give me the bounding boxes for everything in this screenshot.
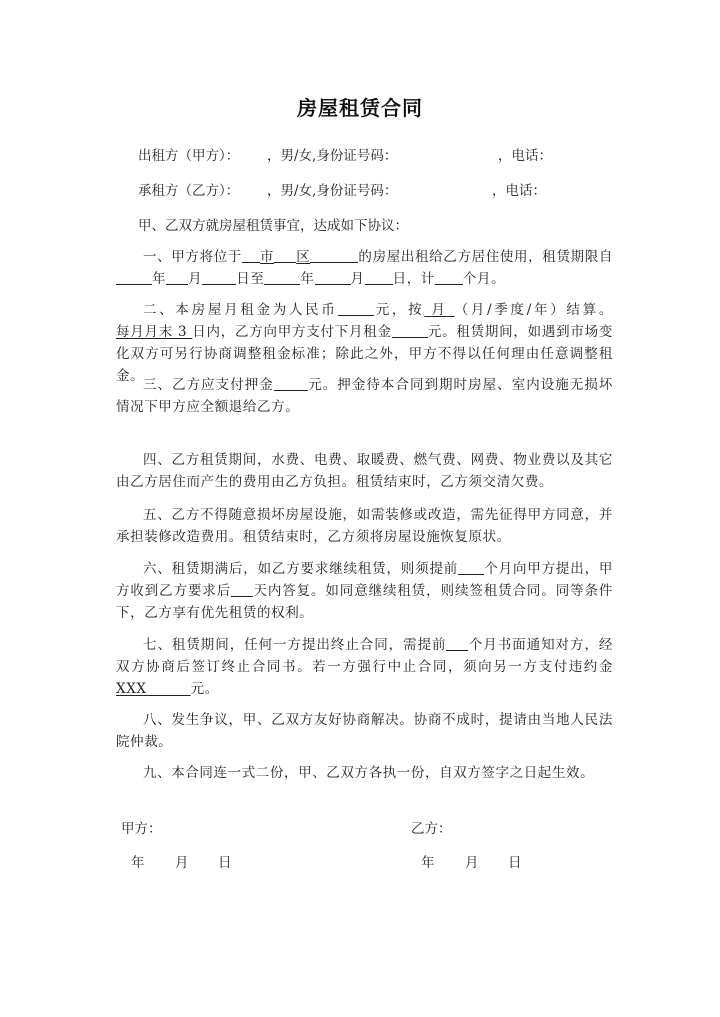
month-label: 月 <box>350 271 365 287</box>
party-b-date-year: 年 <box>421 855 435 871</box>
end-year-blank <box>264 270 300 285</box>
clause-6 <box>116 558 613 624</box>
monthly-rent-blank <box>338 301 374 316</box>
reply-days-blank <box>231 582 253 597</box>
clause-5: 五、乙方不得随意损坏房屋设施，如需装修或改造，需先征得甲方同意，并承担装修改造费用。租赁结束时，乙方须将房屋设施恢复原状。 <box>116 507 613 545</box>
party-b-date-month: 月 <box>465 855 479 871</box>
start-month-blank <box>166 270 188 285</box>
penalty-amount-value: XXX <box>116 681 147 697</box>
total-label: 日，计 <box>392 271 435 287</box>
clause-2-text: 元。租赁期间，如遇到市场变化双方可另行协商调整租金标准；除此之外，甲方不得以任何理由任意调整租金。 <box>116 324 613 384</box>
intro-text: 甲、乙双方就房屋租赁事宜，达成如下协议： <box>138 218 408 234</box>
clause-7-text: 个月书面通知对方，经双方协商后签订终止合同书。若一方强行中止合同，须向另一方支付违约金 <box>116 637 613 675</box>
lessee-label: 承租方（乙方）： <box>138 183 240 199</box>
clause-6-text: 天内答复。如同意继续租赁，则续签租赁合同。同等条件下，乙方享有优先租赁的权利。 <box>116 583 613 621</box>
clause-2-text: （月/季度/年）结算。 <box>454 302 613 318</box>
lessor-phone-label: ，电话： <box>498 148 552 164</box>
party-a-date-year: 年 <box>131 855 145 871</box>
settlement-period-field <box>424 302 454 318</box>
penalty-amount-field <box>116 681 191 697</box>
district-field: 区 <box>296 249 311 265</box>
clause-2-text: 元，按 <box>373 302 425 318</box>
end-day-blank <box>365 270 393 285</box>
termination-notice-months-blank <box>446 636 468 651</box>
clause-7-text: 七、租赁期间，任何一方提出终止合同，需提前 <box>143 637 447 653</box>
lessor-gender-id-label: ，男/女,身份证号码： <box>267 148 398 164</box>
year-label: 年 <box>152 271 167 287</box>
payment-due-field: 每月月末 3 <box>116 324 193 340</box>
blank-field <box>242 248 260 263</box>
clause-1 <box>116 246 613 290</box>
party-b-date-day: 日 <box>508 855 522 871</box>
document-title: 房屋租赁合同 <box>297 96 423 120</box>
settlement-period-value: 月 <box>431 302 448 318</box>
city-field: 市 <box>260 249 275 265</box>
clause-4: 四、乙方租赁期间，水费、电费、取暖费、燃气费、网费、物业费以及其它由乙方居住而产生的费用由乙方负担。租赁结束时，乙方须交清欠费。 <box>116 452 613 490</box>
start-year-blank <box>116 270 152 285</box>
clause-1-text: 的房屋出租给乙方居住使用，租赁期限自 <box>358 249 613 265</box>
renewal-notice-months-blank <box>458 560 484 575</box>
end-month-blank <box>315 270 351 285</box>
clause-9: 九、本合同连一式二份，甲、乙双方各执一份，自双方签字之日起生效。 <box>143 765 595 781</box>
clause-7 <box>116 634 613 700</box>
clause-6-text: 个月向甲方提出，甲方收到乙方要求后 <box>116 561 613 599</box>
months-count-blank <box>435 270 463 285</box>
party-a-signature-label: 甲方： <box>121 821 162 837</box>
month-label: 月 <box>188 271 203 287</box>
clause-3 <box>116 374 613 418</box>
address-blank <box>310 248 358 263</box>
year-label: 年 <box>300 271 315 287</box>
clause-6-text: 六、租赁期满后，如乙方要求继续租赁，则须提前 <box>143 561 459 577</box>
day-to-label: 日至 <box>236 271 265 287</box>
clause-7-text: 元。 <box>190 681 219 697</box>
party-a-date-month: 月 <box>175 855 189 871</box>
clause-3-text: 三、乙方应支付押金 <box>143 377 274 393</box>
start-day-blank <box>202 270 236 285</box>
months-label: 个月。 <box>462 271 506 287</box>
party-a-date-day: 日 <box>218 855 232 871</box>
clause-1-text: 一、甲方将位于 <box>143 249 243 265</box>
lessee-gender-id-label: ，男/女,身份证号码： <box>267 183 398 199</box>
clause-3-text: 元。押金待本合同到期时房屋、室内设施无损坏情况下甲方应全额退给乙方。 <box>116 377 613 415</box>
lessee-phone-label: ，电话： <box>492 183 546 199</box>
clause-8: 八、发生争议，甲、乙双方友好协商解决。协商不成时，提请由当地人民法院仲裁。 <box>116 712 613 750</box>
next-rent-blank <box>392 323 428 338</box>
lessor-label: 出租方（甲方）： <box>138 148 240 164</box>
blank-field <box>274 248 296 263</box>
party-b-signature-label: 乙方： <box>411 821 452 837</box>
deposit-blank <box>274 376 308 391</box>
clause-2-text: 日内，乙方向甲方支付下月租金 <box>192 324 392 340</box>
clause-2-text: 二、本房屋月租金为人民币 <box>143 302 338 318</box>
